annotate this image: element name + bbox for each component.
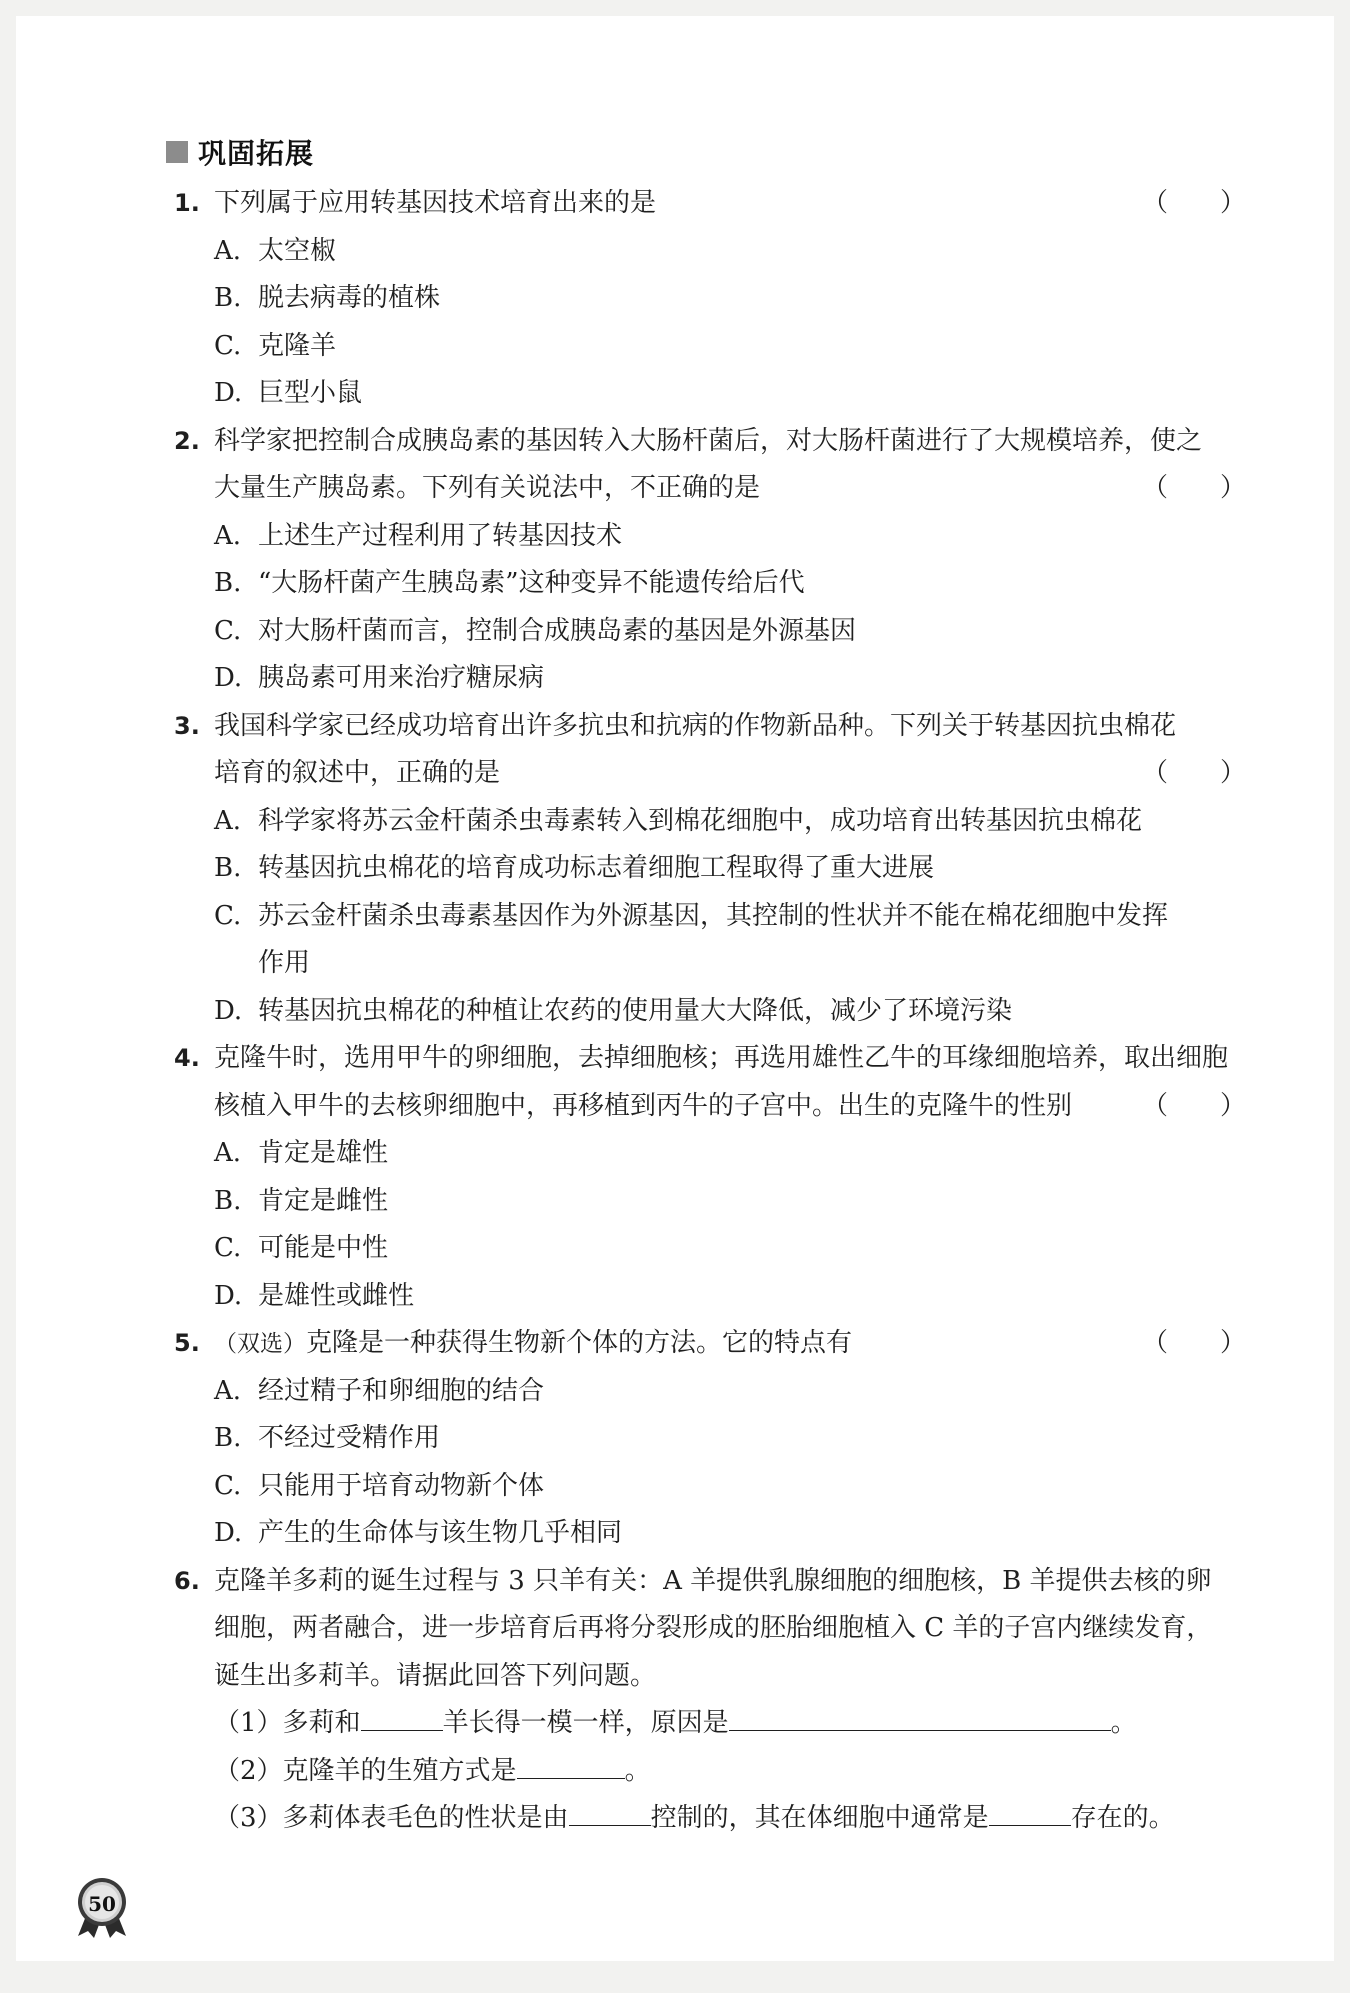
subquestion-text: 多莉体表毛色的性状是由	[282, 1803, 569, 1833]
question-number: 1.	[174, 189, 200, 217]
subquestion-1	[166, 1700, 1246, 1748]
option-letter: D.	[214, 663, 243, 693]
question-3	[166, 703, 1246, 1036]
question-stem-continued	[166, 1605, 1246, 1653]
option-text: 太空椒	[258, 235, 337, 266]
option-c-continued[interactable]	[166, 940, 1246, 988]
question-number: 6.	[174, 1566, 200, 1595]
option-c[interactable]	[166, 608, 1246, 656]
question-stem-continued	[166, 1083, 1246, 1131]
option-letter: A.	[214, 235, 242, 266]
option-text: 是雄性或雌性	[258, 1280, 415, 1311]
question-number: 2.	[174, 426, 200, 455]
option-letter: D.	[214, 1280, 243, 1311]
option-a[interactable]	[166, 228, 1246, 276]
question-2	[166, 418, 1246, 703]
question-text: 核植入甲牛的去核卵细胞中，再移植到丙牛的子宫中。出生的克隆牛的性别	[214, 1090, 1073, 1121]
question-stem	[166, 1558, 1246, 1606]
question-text: 我国科学家已经成功培育出许多抗虫和抗病的作物新品种。下列关于转基因抗虫棉花	[214, 710, 1177, 741]
question-number: 5.	[174, 1329, 200, 1357]
option-letter: A.	[214, 1138, 242, 1168]
option-letter: C.	[214, 1233, 242, 1263]
fill-blank[interactable]	[729, 1700, 1111, 1731]
subquestion-text: 多莉和	[282, 1708, 361, 1738]
page-number-badge	[72, 1876, 132, 1936]
question-stem-continued	[166, 465, 1246, 513]
workbook-page	[16, 16, 1334, 1961]
option-text: 只能用于培育动物新个体	[258, 1470, 545, 1501]
option-c[interactable]	[166, 323, 1246, 371]
option-a[interactable]	[166, 798, 1246, 846]
option-text: 克隆羊	[258, 330, 337, 361]
question-text: 克隆羊多莉的诞生过程与 3 只羊有关：A 羊提供乳腺细胞的细胞核，B 羊提供去核的卵	[214, 1565, 1212, 1596]
option-text: 不经过受精作用	[258, 1423, 441, 1453]
page-number: 50	[88, 1892, 116, 1916]
option-letter: B.	[214, 1185, 242, 1216]
option-letter: C.	[214, 330, 242, 361]
option-letter: B.	[214, 568, 242, 598]
subquestion-label: （3）	[214, 1803, 283, 1833]
fill-blank[interactable]	[361, 1700, 443, 1731]
question-1	[166, 180, 1246, 418]
option-letter: A.	[214, 1375, 242, 1406]
option-text: 转基因抗虫棉花的培育成功标志着细胞工程取得了重大进展	[258, 853, 935, 883]
page-content	[166, 132, 1246, 1843]
option-c[interactable]	[166, 1225, 1246, 1273]
option-text: 上述生产过程利用了转基因技术	[258, 520, 623, 551]
option-letter: D.	[214, 1518, 243, 1548]
answer-bracket[interactable]: （ ）	[1141, 188, 1246, 218]
option-letter: D.	[214, 378, 243, 408]
option-letter: A.	[214, 520, 242, 551]
option-letter: B.	[214, 853, 242, 883]
option-text: 产生的生命体与该生物几乎相同	[258, 1518, 623, 1548]
answer-bracket[interactable]: （ ）	[1141, 758, 1246, 788]
option-a[interactable]	[166, 1130, 1246, 1178]
question-stem	[166, 1320, 1246, 1368]
question-text: 培育的叙述中，正确的是	[214, 758, 501, 788]
option-letter: D.	[214, 995, 243, 1026]
question-number: 4.	[174, 1044, 200, 1072]
option-text: 胰岛素可用来治疗糖尿病	[258, 663, 545, 693]
option-text: “大肠杆菌产生胰岛素”这种变异不能遗传给后代	[258, 568, 805, 598]
question-stem	[166, 418, 1246, 466]
question-text: 科学家把控制合成胰岛素的基因转入大肠杆菌后，对大肠杆菌进行了大规模培养，使之	[214, 425, 1203, 456]
option-b[interactable]	[166, 560, 1246, 608]
option-letter: C.	[214, 1470, 242, 1501]
option-letter: C.	[214, 615, 242, 646]
option-text: 经过精子和卵细胞的结合	[258, 1375, 545, 1406]
option-d[interactable]	[166, 370, 1246, 418]
question-stem	[166, 703, 1246, 751]
option-text: 巨型小鼠	[258, 378, 363, 408]
question-stem	[166, 1035, 1246, 1083]
option-a[interactable]	[166, 513, 1246, 561]
option-text: 可能是中性	[258, 1233, 389, 1263]
question-tag: （双选）	[214, 1331, 306, 1357]
option-d[interactable]	[166, 988, 1246, 1036]
question-stem-continued	[166, 1653, 1246, 1701]
option-b[interactable]	[166, 275, 1246, 323]
answer-bracket[interactable]: （ ）	[1141, 1090, 1246, 1121]
subquestion-end: 。	[624, 1755, 651, 1786]
option-text: 作用	[258, 948, 311, 978]
option-b[interactable]	[166, 1178, 1246, 1226]
subquestion-end: 。	[1110, 1708, 1137, 1738]
option-letter: B.	[214, 283, 242, 313]
subquestion-text: 控制的，其在体细胞中通常是	[650, 1803, 989, 1833]
option-d[interactable]	[166, 1510, 1246, 1558]
question-text: 克隆牛时，选用甲牛的卵细胞，去掉细胞核；再选用雄性乙牛的耳缘细胞培养，取出细胞	[214, 1043, 1229, 1073]
subquestion-end: 存在的。	[1070, 1803, 1175, 1833]
option-letter: C.	[214, 900, 242, 931]
option-letter: B.	[214, 1423, 242, 1453]
section-marker-icon	[166, 141, 188, 163]
option-text: 科学家将苏云金杆菌杀虫毒素转入到棉花细胞中，成功培育出转基因抗虫棉花	[258, 805, 1143, 836]
option-c[interactable]	[166, 1463, 1246, 1511]
question-5	[166, 1320, 1246, 1558]
question-text: 下列属于应用转基因技术培育出来的是	[214, 188, 657, 218]
option-c[interactable]	[166, 893, 1246, 941]
question-text: 细胞，两者融合，进一步培育后再将分裂形成的胚胎细胞植入 C 羊的子宫内继续发育，	[214, 1613, 1213, 1643]
option-text: 肯定是雄性	[258, 1138, 389, 1168]
question-stem	[166, 180, 1246, 228]
section-header	[166, 132, 1246, 172]
subquestion-text: 克隆羊的生殖方式是	[282, 1755, 517, 1786]
question-6	[166, 1558, 1246, 1843]
option-letter: A.	[214, 805, 242, 836]
question-number: 3.	[174, 711, 200, 740]
option-text: 肯定是雌性	[258, 1185, 389, 1216]
question-text: 大量生产胰岛素。下列有关说法中，不正确的是	[214, 473, 761, 503]
answer-bracket[interactable]: （ ）	[1141, 1328, 1246, 1358]
subquestion-label: （2）	[214, 1755, 283, 1786]
fill-blank[interactable]	[569, 1795, 651, 1826]
section-title: 巩固拓展	[198, 137, 315, 170]
question-4	[166, 1035, 1246, 1320]
option-d[interactable]	[166, 1273, 1246, 1321]
question-stem-continued	[166, 750, 1246, 798]
subquestion-2	[166, 1748, 1246, 1796]
option-b[interactable]	[166, 1415, 1246, 1463]
option-a[interactable]	[166, 1368, 1246, 1416]
subquestion-3	[166, 1795, 1246, 1843]
subquestion-text: 羊长得一模一样，原因是	[442, 1708, 729, 1738]
question-text: 诞生出多莉羊。请据此回答下列问题。	[214, 1660, 657, 1691]
option-b[interactable]	[166, 845, 1246, 893]
option-text: 脱去病毒的植株	[258, 283, 441, 313]
option-d[interactable]	[166, 655, 1246, 703]
option-text: 苏云金杆菌杀虫毒素基因作为外源基因，其控制的性状并不能在棉花细胞中发挥	[258, 900, 1169, 931]
fill-blank[interactable]	[517, 1748, 625, 1779]
question-text: 克隆是一种获得生物新个体的方法。它的特点有	[306, 1328, 853, 1358]
answer-bracket[interactable]: （ ）	[1141, 473, 1246, 503]
subquestion-label: （1）	[214, 1708, 283, 1738]
option-text: 对大肠杆菌而言，控制合成胰岛素的基因是外源基因	[258, 615, 857, 646]
option-text: 转基因抗虫棉花的种植让农药的使用量大大降低，减少了环境污染	[258, 995, 1013, 1026]
fill-blank[interactable]	[989, 1795, 1071, 1826]
